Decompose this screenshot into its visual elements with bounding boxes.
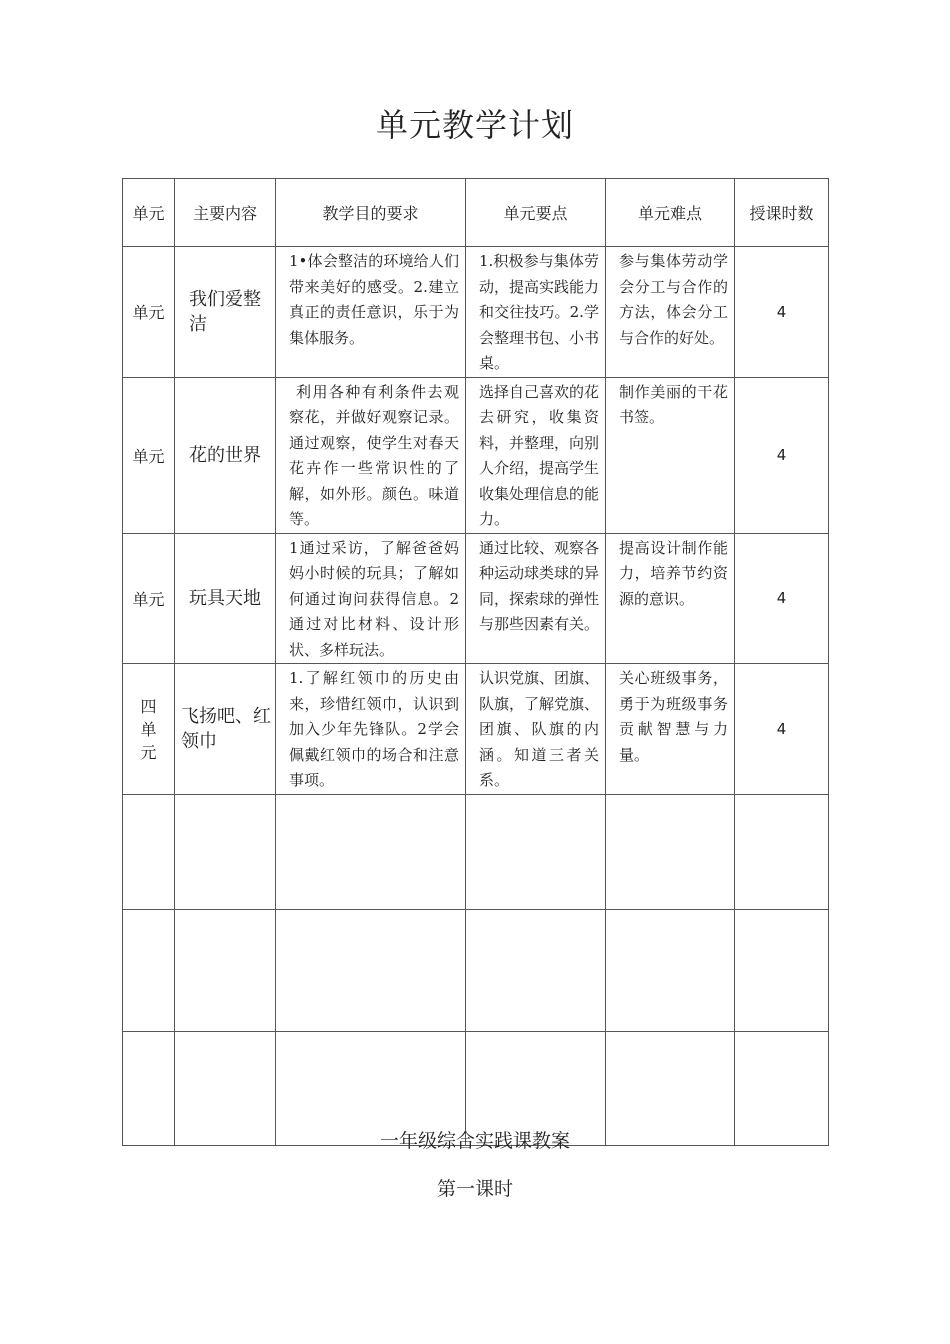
unit-cell: 单元: [123, 247, 175, 378]
content-cell: 飞扬吧、红领巾: [175, 664, 276, 795]
empty-cell: [735, 794, 829, 909]
content-cell: 我们爱整洁: [175, 247, 276, 378]
empty-cell: [276, 794, 466, 909]
empty-row: [123, 794, 829, 909]
page-title: 单元教学计划: [375, 106, 574, 144]
difficulties-cell: 参与集体劳动学会分工与合作的方法，体会分工与合作的好处。: [606, 247, 735, 378]
keypoints-cell: 1.积极参与集体劳动，提高实践能力和交往技巧。2.学会整理书包、小书桌。: [466, 247, 606, 378]
table-header-row: [123, 179, 829, 247]
empty-cell: [123, 794, 175, 909]
header-goals: 教学目的要求: [276, 179, 466, 247]
content-cell: 花的世界: [175, 377, 276, 533]
keypoints-cell: 选择自己喜欢的花去研究，收集资料，并整理，向别人介绍，提高学生收集处理信息的能力。: [466, 377, 606, 533]
header-content: 主要内容: [175, 179, 276, 247]
empty-cell: [735, 909, 829, 1031]
empty-cell: [606, 909, 735, 1031]
table-row: [123, 533, 829, 664]
lesson-plan-title: 一年级综合实践课教案: [379, 1130, 570, 1152]
header-keypoints: 单元要点: [466, 179, 606, 247]
empty-cell: [175, 794, 276, 909]
goals-cell: 1通过采访，了解爸爸妈妈小时候的玩具；了解如何通过询问获得信息。2通过对比材料、设计形状、多样玩法。: [276, 533, 466, 664]
unit-cell: 单元: [123, 533, 175, 664]
unit-cell: 单元: [123, 377, 175, 533]
table-row: [123, 664, 829, 795]
hours-cell: 4: [735, 533, 829, 664]
goals-cell: 1.了解红领巾的历史由来，珍惜红领巾，认识到加入少年先锋队。2学会佩戴红领巾的场合和注意事项。: [276, 664, 466, 795]
keypoints-cell: 认识党旗、团旗、队旗，了解党旗、团旗、队旗的内涵。知道三者关系。: [466, 664, 606, 795]
empty-row: [123, 909, 829, 1031]
empty-cell: [123, 909, 175, 1031]
hours-cell: 4: [735, 664, 829, 795]
header-unit: 单元: [123, 179, 175, 247]
hours-cell: 4: [735, 247, 829, 378]
empty-cell: [175, 909, 276, 1031]
difficulties-cell: 制作美丽的干花书签。: [606, 377, 735, 533]
goals-cell: 1•体会整洁的环境给人们带来美好的感受。2.建立真正的责任意识，乐于为集体服务。: [276, 247, 466, 378]
goals-cell: 利用各种有利条件去观察花，并做好观察记录。通过观察，使学生对春天花卉作一些常识性的了解，如外形。颜色。味道等。: [276, 377, 466, 533]
empty-cell: [466, 794, 606, 909]
difficulties-cell: 提高设计制作能力，培养节约资源的意识。: [606, 533, 735, 664]
difficulties-cell: 关心班级事务，勇于为班级事务贡献智慧与力量。: [606, 664, 735, 795]
unit-cell: 四单元: [123, 664, 175, 795]
table-row: [123, 247, 829, 378]
empty-cell: [276, 909, 466, 1031]
empty-cell: [606, 794, 735, 909]
empty-cell: [466, 909, 606, 1031]
content-cell: 玩具天地: [175, 533, 276, 664]
keypoints-cell: 通过比较、观察各种运动球类球的异同，探索球的弹性与那些因素有关。: [466, 533, 606, 664]
header-difficulties: 单元难点: [606, 179, 735, 247]
header-hours: 授课时数: [735, 179, 829, 247]
unit-plan-table: [122, 178, 829, 1146]
lesson-period: 第一课时: [436, 1178, 513, 1200]
hours-cell: 4: [735, 377, 829, 533]
table-row: [123, 377, 829, 533]
